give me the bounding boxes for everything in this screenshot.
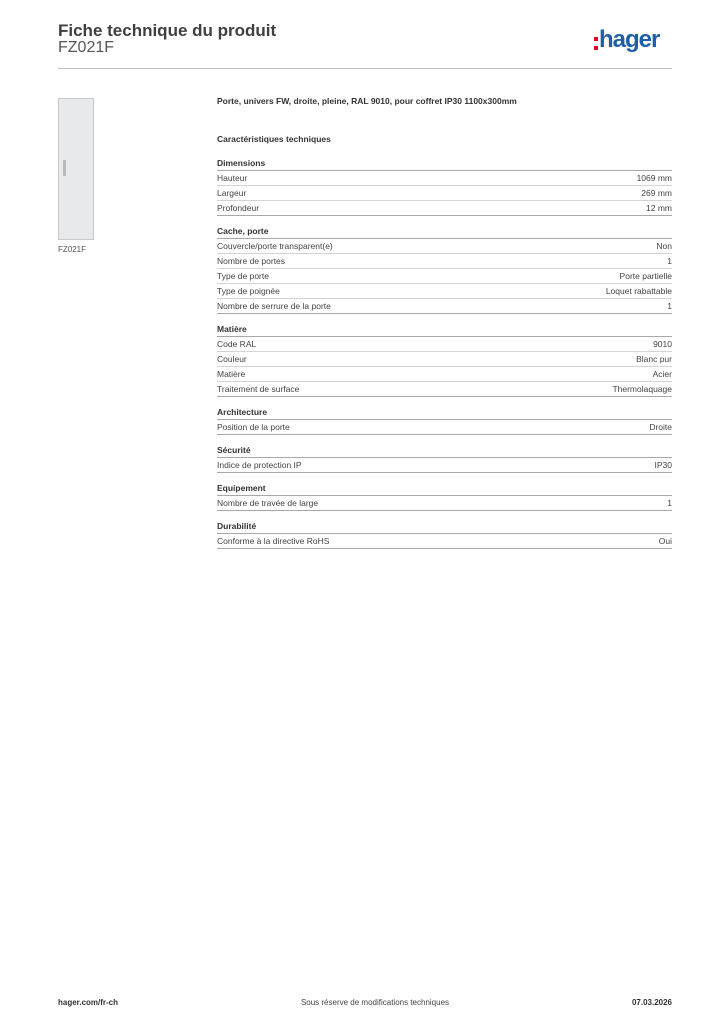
spec-label: Couleur (217, 354, 247, 364)
spec-label: Nombre de travée de large (217, 498, 319, 508)
spec-label: Conforme à la directive RoHS (217, 536, 330, 546)
footer-website-link[interactable]: hager.com/fr-ch (58, 998, 119, 1007)
spec-group (217, 157, 672, 216)
spec-value: 9010 (653, 339, 672, 349)
spec-label: Matière (217, 369, 246, 379)
spec-label: Hauteur (217, 173, 248, 183)
spec-value: Droite (649, 422, 672, 432)
spec-value: Loquet rabattable (605, 286, 672, 296)
spec-group (217, 225, 672, 314)
spec-value: Oui (658, 536, 672, 546)
characteristics-groups (217, 157, 672, 549)
spec-group (217, 520, 672, 549)
spec-row (217, 239, 672, 254)
spec-label: Indice de protection IP (217, 460, 302, 470)
spec-row (217, 534, 672, 549)
spec-value: Non (656, 241, 672, 251)
logo-text: hager (599, 26, 660, 53)
spec-row (217, 171, 672, 186)
spec-value: 1069 mm (636, 173, 672, 183)
hager-logo[interactable] (594, 28, 659, 58)
spec-group-title: Durabilité (217, 520, 672, 534)
spec-value: 1 (667, 256, 672, 266)
spec-label: Position de la porte (217, 422, 290, 432)
spec-label: Profondeur (217, 203, 260, 213)
product-description: Porte, univers FW, droite, pleine, RAL 9010, pour coffret IP30 1100x300mm (217, 96, 517, 106)
spec-label: Largeur (217, 188, 247, 198)
spec-value: 269 mm (641, 188, 672, 198)
spec-group-title: Architecture (217, 406, 672, 420)
spec-label: Nombre de serrure de la porte (217, 301, 331, 311)
spec-label: Type de poignée (217, 286, 280, 296)
spec-group (217, 444, 672, 473)
spec-value: 12 mm (646, 203, 672, 213)
door-handle-icon (63, 160, 66, 176)
spec-label: Couvercle/porte transparent(e) (217, 241, 333, 251)
spec-value: Acier (652, 369, 672, 379)
spec-group-title: Cache, porte (217, 225, 672, 239)
footer (58, 998, 672, 1007)
product-image-caption: FZ021F (58, 245, 87, 254)
spec-group-title: Equipement (217, 482, 672, 496)
spec-row (217, 352, 672, 367)
spec-label: Nombre de portes (217, 256, 286, 266)
spec-label: Type de porte (217, 271, 269, 281)
spec-row (217, 201, 672, 216)
spec-value: Porte partielle (619, 271, 672, 281)
spec-label: Traitement de surface (217, 384, 300, 394)
footer-disclaimer: Sous réserve de modifications techniques (300, 998, 450, 1007)
spec-row (217, 269, 672, 284)
spec-row (217, 420, 672, 435)
spec-group-title: Sécurité (217, 444, 672, 458)
spec-group (217, 482, 672, 511)
spec-group (217, 406, 672, 435)
spec-row (217, 496, 672, 511)
spec-label: Code RAL (217, 339, 257, 349)
spec-row (217, 382, 672, 397)
logo-dots-icon (594, 37, 598, 50)
header-divider (58, 68, 672, 69)
spec-value: Blanc pur (636, 354, 672, 364)
spec-row (217, 367, 672, 382)
spec-row (217, 254, 672, 269)
spec-value: 1 (667, 301, 672, 311)
spec-group (217, 323, 672, 397)
tech-characteristics-title: Caractéristiques techniques (217, 134, 331, 144)
spec-group-title: Dimensions (217, 157, 672, 171)
header-title: Fiche technique du produit (58, 21, 277, 40)
spec-row (217, 299, 672, 314)
product-reference: FZ021F (58, 39, 115, 56)
spec-row (217, 458, 672, 473)
main-content (217, 95, 672, 558)
spec-row (217, 337, 672, 352)
spec-value: IP30 (654, 460, 672, 470)
spec-group-title: Matière (217, 323, 672, 337)
spec-value: Thermolaquage (612, 384, 672, 394)
spec-row (217, 284, 672, 299)
spec-row (217, 186, 672, 201)
product-image (58, 98, 94, 240)
spec-value: 1 (667, 498, 672, 508)
footer-date: 07.03.2026 (631, 998, 672, 1007)
